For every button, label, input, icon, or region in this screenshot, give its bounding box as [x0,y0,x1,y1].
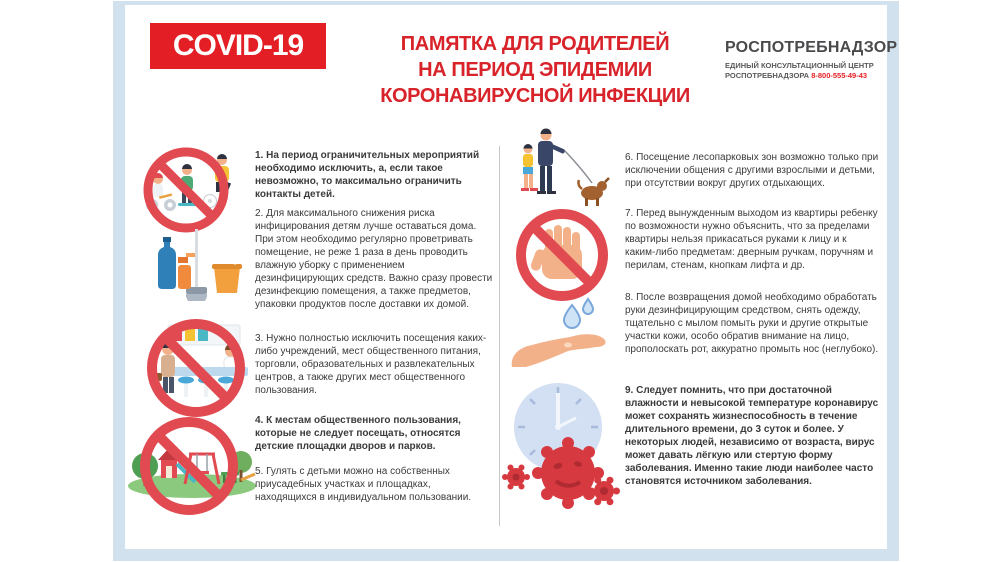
title-line-1: ПАМЯТКА ДЛЯ РОДИТЕЛЕЙ [400,33,670,55]
memo-item-6: 6. Посещение лесопарковых зон возможно только при исключении общения с другими взрослыми и детьми, при отсутствии вокруг других отдыхающих. [625,152,879,189]
org-subline [725,61,890,81]
virus-survival-clock-icon [496,377,626,515]
no-children-playing-icon [140,143,255,238]
covid-memo-poster [113,1,899,561]
memo-item-7: 7. Перед вынужденным выходом из квартиры ребенку по возможности нужно объяснить, что за пределами квартиры нельзя прикасаться руками к лицу и к каким-либо предметам: дверным ручкам, поручням и перилам, стенам, кнопкам лифта и др. [625,208,878,271]
hotline-phone: 8-800-555-49-43 [811,71,868,80]
memo-item-4: 4. К местам общественного пользования, которые не следует посещать, относятся детские площадки дворов и парков. [255,415,461,452]
memo-item-2: 2. Для максимального снижения риска инфицирования детям лучше оставаться дома. При этом необходимо регулярно проветривать помещение, не реже 1 раза в день проводить влажную уборку с применением дезинфицирующих средств. Важно сразу провести дезинфекцию помещения, а также предметов, упаковки продуктов после доставки их домой. [255,208,493,310]
memo-item-9: 9. Следует помнить, что при достаточной влажности и невысокой температуре коронавирус может сохранять жизнеспособность в течение длительного времени, до 3 суток и более. У некоторых людей, независимо от возраста, вирус может давать лёгкую или стертую форму заболевания. Именно такие люди наиболее часто становятся источником заболевания. [625,385,879,487]
no-public-places-icon [138,311,263,423]
org-name: РОСПОТРЕБНАДЗОР [725,39,898,56]
memo-item-8: 8. После возвращения домой необходимо обработать руки дезинфицирующим средством, снять одежду, тщательно с мылом помыть руки и другие открытые участки кожи, особо обратив внимание на лицо, прополоскать рот, аккуратно промыть нос (неглубоко). [625,292,879,355]
org-center-line-2: РОСПОТРЕБНАДЗОРА 8-800-555-49-43 [725,71,868,80]
family-walking-dog-icon [506,125,616,217]
cleaning-supplies-icon [148,229,248,311]
hand-washing-icon [506,295,616,380]
title-line-3: КОРОНАВИРУСНОЙ ИНФЕКЦИИ [380,85,690,107]
rospotrebnadzor-block [725,39,898,81]
no-playground-icon [125,414,260,522]
no-touching-icon [512,205,612,305]
title-line-2: НА ПЕРИОД ЭПИДЕМИИ [418,59,652,81]
memo-item-1: 1. На период ограничительных мероприятий необходимо исключить, а, если такое невозможно, то максимально ограничить контакты детей. [255,150,480,200]
memo-item-5: 5. Гулять с детьми можно на собственных приусадебных участках и площадках, находящихся в индивидуальном пользовании. [255,466,472,503]
org-center-line: ЕДИНЫЙ КОНСУЛЬТАЦИОННЫЙ ЦЕНТР [725,61,874,70]
covid19-banner-label: COVID-19 [172,29,304,62]
memo-item-3: 3. Нужно полностью исключить посещения каких-либо учреждений, мест общественного питания, торговли, образовательных и развлекательных центров, а также других мест общественного пользования. [255,333,487,396]
poster-title [355,31,715,109]
covid19-banner [150,23,326,69]
